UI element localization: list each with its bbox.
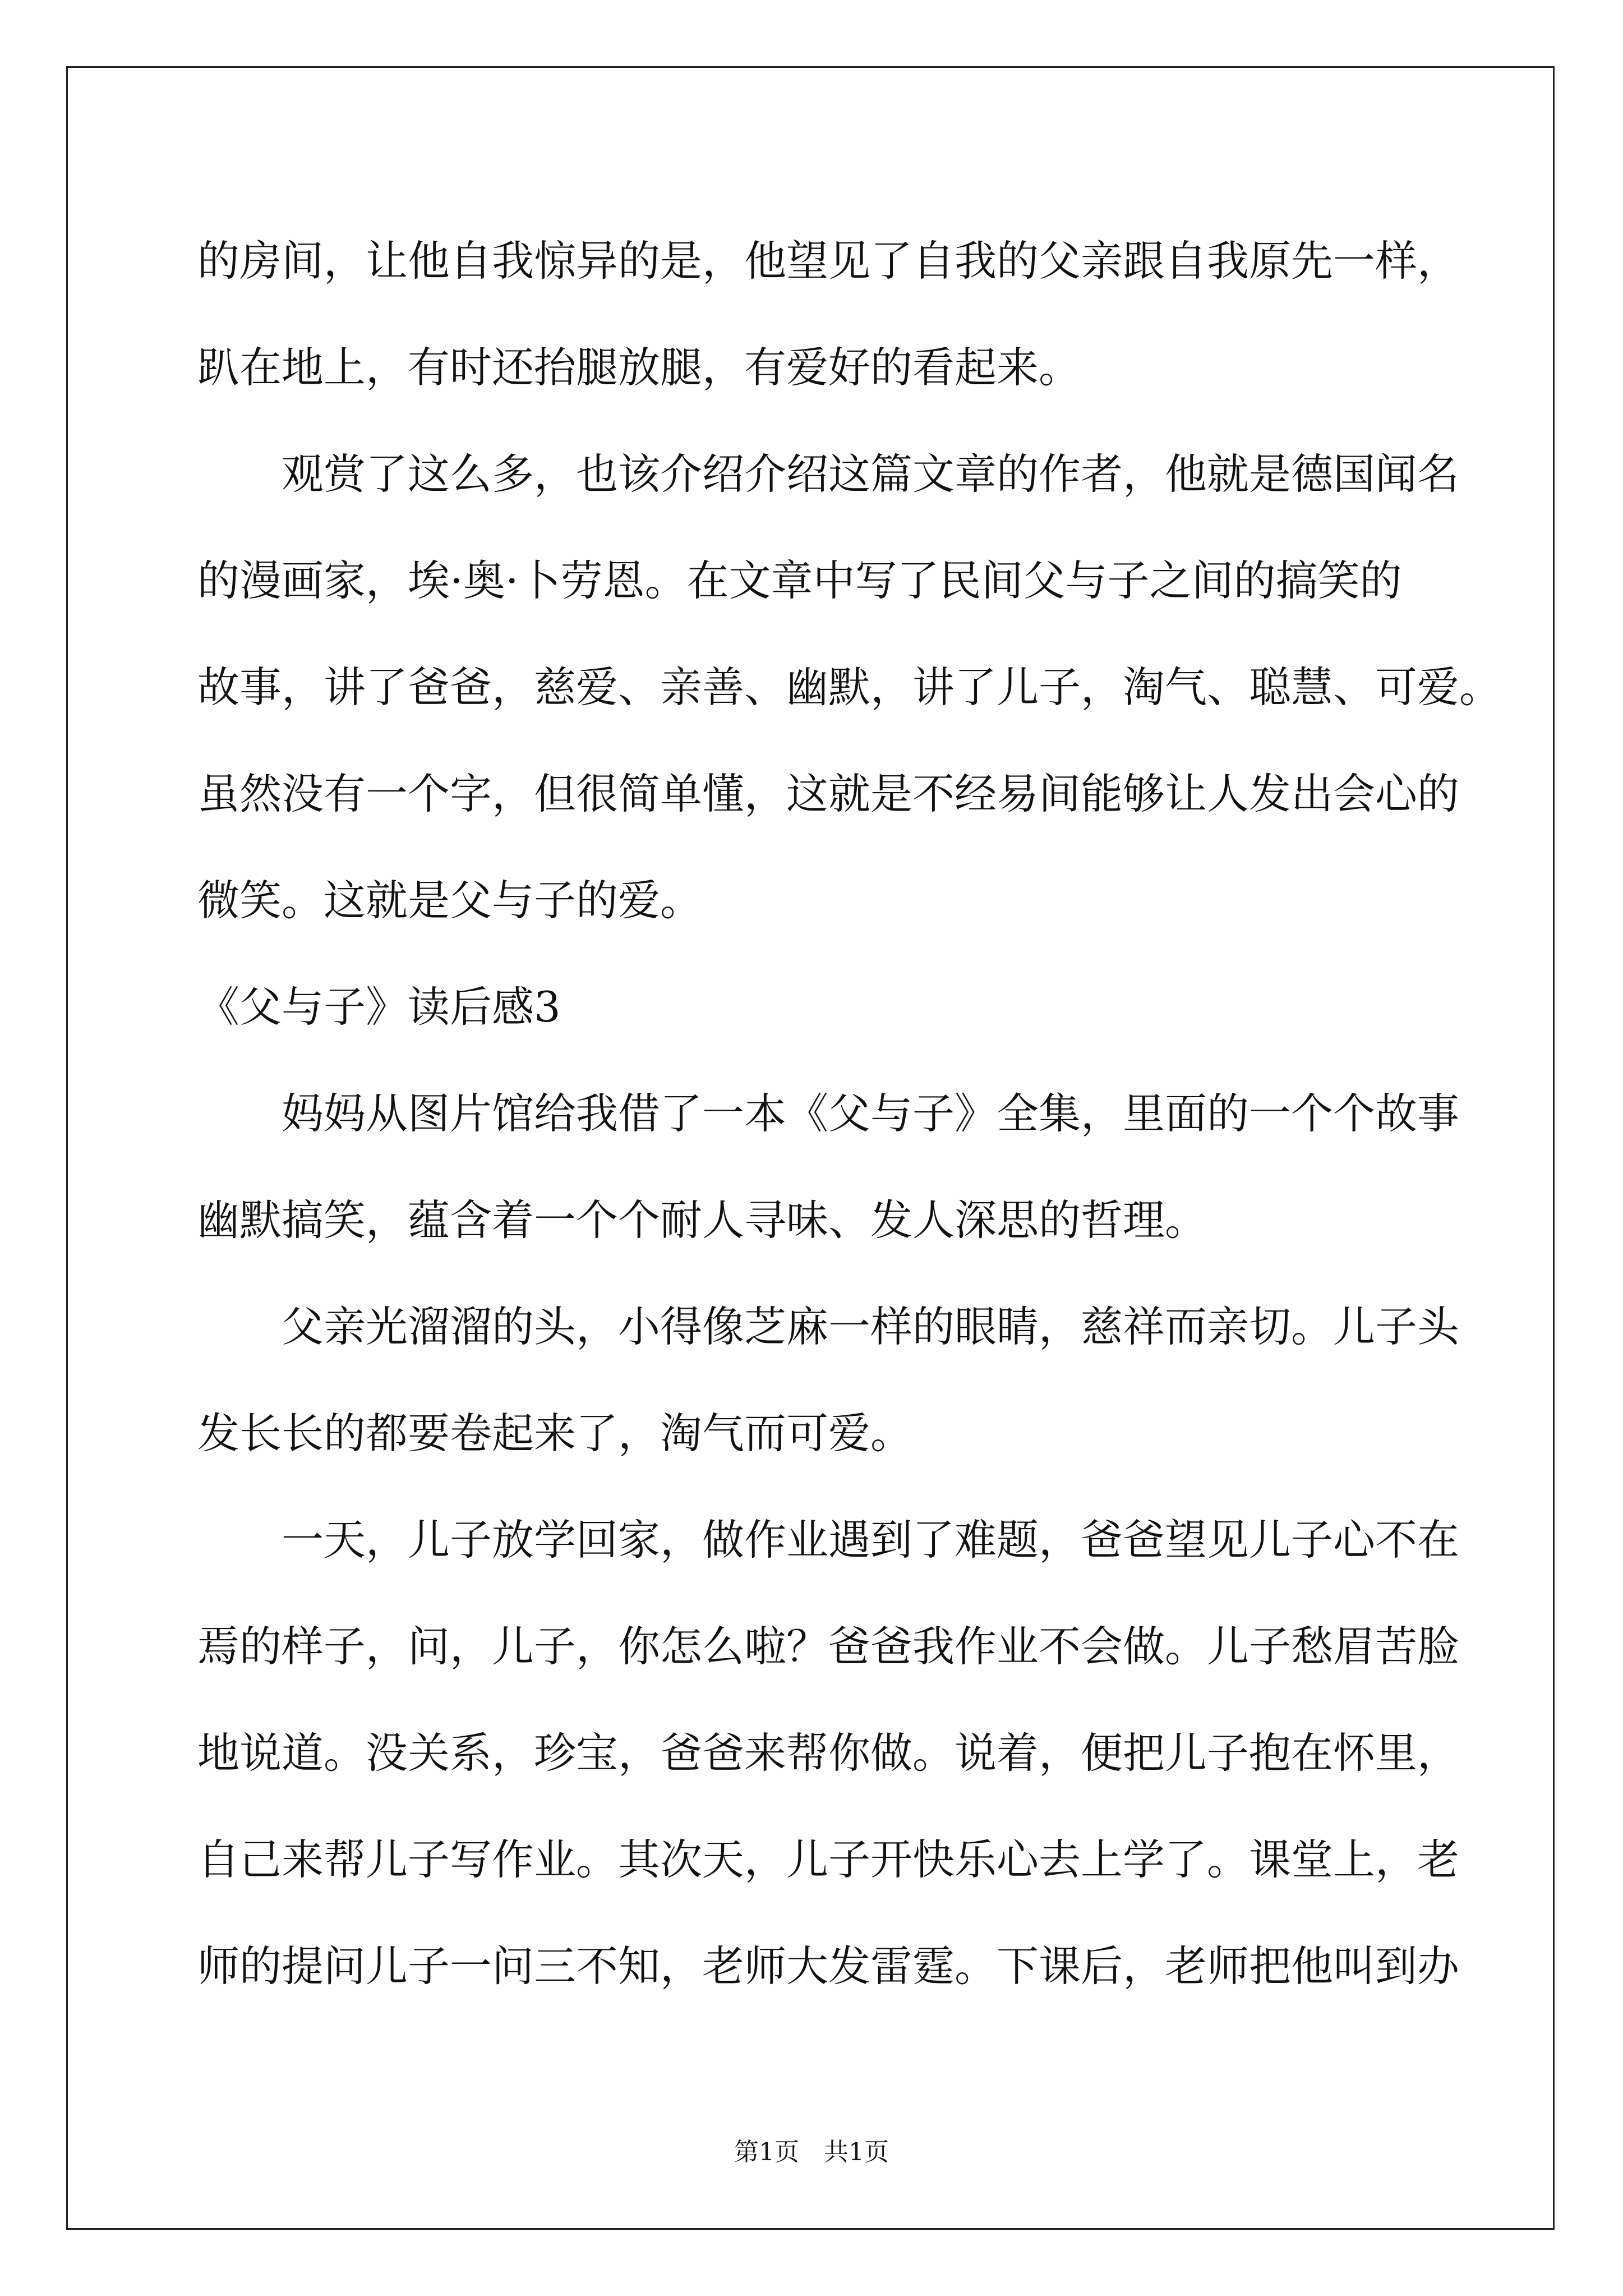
- text-line: 发长长的都要卷起来了，淘气而可爱。: [197, 1409, 913, 1458]
- text-line: 虽然没有一个字，但很简单懂，这就是不经易间能够让人发出会心的: [197, 769, 1460, 818]
- section-heading: 《父与子》读后感3: [197, 982, 561, 1032]
- text-line: 趴在地上，有时还抬腿放腿，有爱好的看起来。: [197, 343, 1081, 392]
- text-line: 父亲光溜溜的头，小得像芝麻一样的眼睛，慈祥而亲切。儿子头: [197, 1302, 1460, 1351]
- text-line: 微笑。这就是父与子的爱。: [197, 876, 703, 925]
- text-line: 妈妈从图片馆给我借了一本《父与子》全集，里面的一个个故事: [197, 1089, 1460, 1138]
- text-line: 一天，儿子放学回家，做作业遇到了难题，爸爸望见儿子心不在: [197, 1515, 1460, 1565]
- text-line: 自己来帮儿子写作业。其次天，儿子开快乐心去上学了。课堂上，老: [197, 1835, 1460, 1884]
- text-line: 的漫画家，埃·奥·卜劳恩。在文章中写了民间父与子之间的搞笑的: [197, 556, 1402, 605]
- text-line: 地说道。没关系，珍宝，爸爸来帮你做。说着，便把儿子抱在怀里，: [197, 1728, 1460, 1778]
- text-line: 观赏了这么多，也该介绍介绍这篇文章的作者，他就是德国闻名: [197, 449, 1460, 499]
- page-footer: 第1页 共1页: [734, 2138, 889, 2166]
- text-line: 故事，讲了爸爸，慈爱、亲善、幽默，讲了儿子，淘气、聪慧、可爱。: [197, 662, 1502, 712]
- text-line: 师的提问儿子一问三不知，老师大发雷霆。下课后，老师把他叫到办: [197, 1941, 1460, 1991]
- text-line: 焉的样子，问，儿子，你怎么啦？爸爸我作业不会做。儿子愁眉苦脸: [197, 1622, 1460, 1671]
- document-body: [197, 208, 1502, 2019]
- text-line: 幽默搞笑，蕴含着一个个耐人寻味、发人深思的哲理。: [197, 1195, 1207, 1245]
- text-line: 的房间，让他自我惊异的是，他望见了自我的父亲跟自我原先一样，: [197, 236, 1460, 286]
